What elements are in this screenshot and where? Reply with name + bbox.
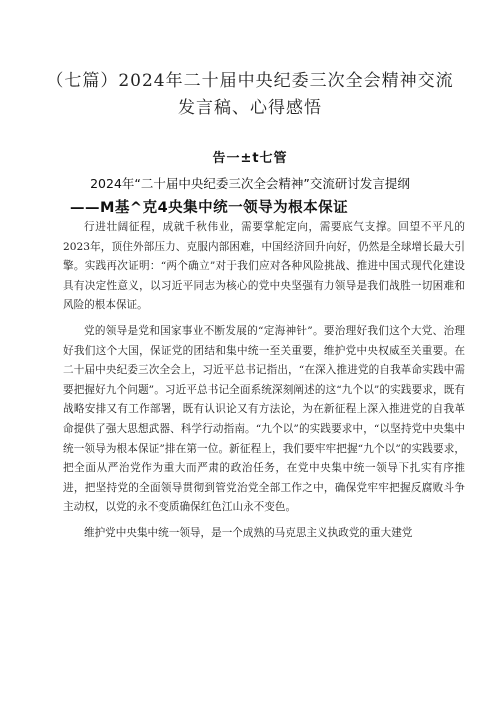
body-paragraph: 维护党中央集中统一领导，是一个成熟的马克思主义执政党的重大建党 — [84, 526, 413, 539]
speech-outline-subtitle: ——M基^克4央集中统一领导为根本保证 — [70, 200, 349, 216]
document-title: （七篇）2024年二十届中央纪委三次全会精神交流发言稿、心得感悟 — [46, 71, 454, 118]
document-body — [63, 218, 465, 550]
section-heading: 告一±t七管 — [212, 151, 288, 166]
speech-outline-title: 2024年“二十届中央纪委三次全会精神”交流研讨发言提纲 — [90, 176, 410, 191]
body-paragraph: 行进壮阔征程，成就千秋伟业，需要掌舵定向，需要底气支撑。回望不平凡的2023年，顶住外部压力、克服内部困难，中国经济回升向好，仍然是全球增长最大引擎。实践再次证明：“两个确立”对于我们应对各种风险挑战、推进中国式现代化建设具有决定性意义，以习近平同志为核心的党中央坚强有力领导是我们战胜一切困难和风险的根本保证。 — [63, 221, 465, 312]
body-paragraph: 党的领导是党和国家事业不断发展的“定海神针”。要治理好我们这个大党、治理好我们这个大国，保证党的团结和集中统一至关重要，维护党中央权威至关重要。在二十届中央纪委三次全会上，习近平总书记指出，“在深入推进党的自我革命实践中需要把握好九个问题”。习近平总书记全面系统深刻阐述的这“九个以”的实践要求，既有战略安排又有工作部署，既有认识论又有方法论，为在新征程上深入推进党的自我革命提供了强大思想武器、科学行动指南。“九个以”的实践要求中，“以坚持党中央集中统一领导为根本保证”排在第一位。新征程上，我们要牢牢把握“九个以”的实践要求，把全面从严治党作为重大而严肃的政治任务，在党中央集中统一领导下扎实有序推进，把坚持党的全面领导贯彻到管党治党全部工作之中，确保党牢牢把握反腐败斗争主动权，以党的永不变质确保红色江山永不变色。 — [63, 324, 465, 514]
